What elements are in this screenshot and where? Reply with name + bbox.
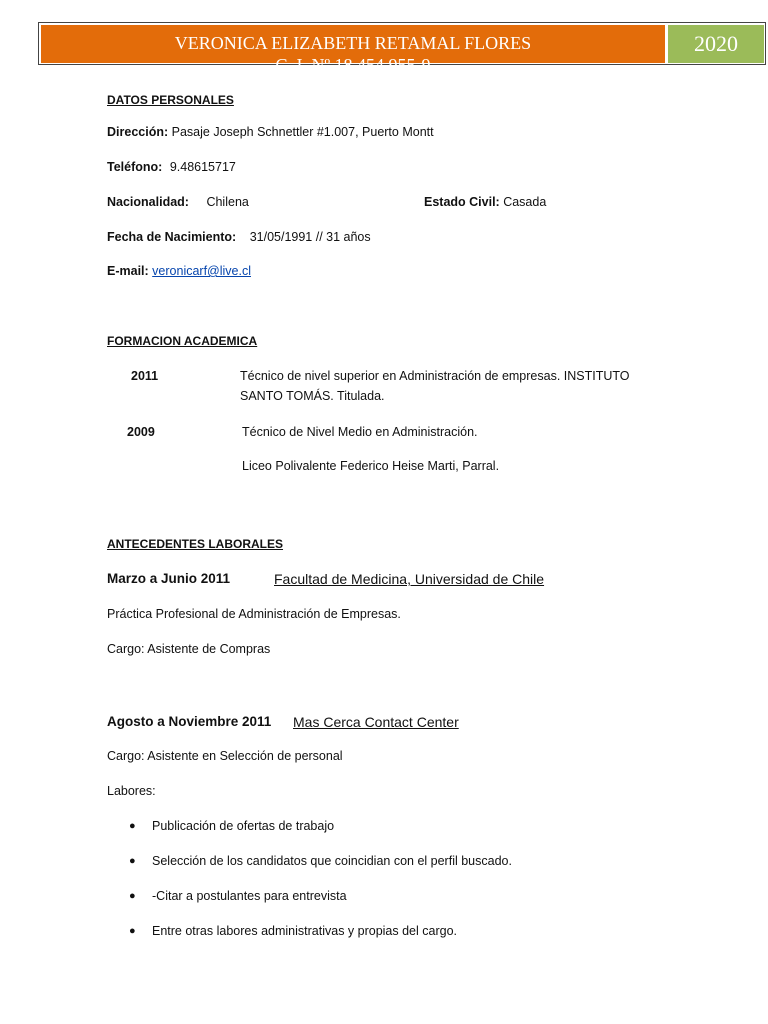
- job-2-labores-label: Labores:: [107, 784, 156, 798]
- candidate-id: C. I. Nº 18.454.955-9: [275, 55, 431, 75]
- header-bar: [38, 22, 766, 75]
- job-2-task-4: Entre otras labores administrativas y propias del cargo.: [152, 924, 458, 938]
- nacimiento-label: Fecha de Nacimiento:: [107, 230, 237, 244]
- header-year: 2020: [668, 25, 764, 63]
- education-desc-1-line2: SANTO TOMÁS. Titulada.: [240, 389, 385, 403]
- telefono-row: [107, 160, 236, 174]
- telefono-value: 9.48615717: [169, 160, 236, 174]
- direccion-value: Pasaje Joseph Schnettler #1.007, Puerto Montt: [171, 125, 434, 139]
- nacionalidad-row: [107, 195, 249, 209]
- email-label: E-mail:: [107, 264, 149, 278]
- telefono-label: Teléfono:: [107, 160, 163, 174]
- bullet-icon: ●: [129, 890, 136, 902]
- education-desc-2-line2: Liceo Polivalente Federico Heise Marti, Parral.: [242, 459, 500, 473]
- job-2-cargo: Cargo: Asistente en Selección de personal: [107, 749, 343, 763]
- job-2-task-1: Publicación de ofertas de trabajo: [152, 819, 335, 833]
- section-title-education: FORMACION ACADEMICA: [107, 334, 258, 348]
- bullet-icon: ●: [129, 820, 136, 832]
- direccion-row: [107, 125, 434, 139]
- nacionalidad-value: Chilena: [206, 195, 249, 209]
- email-link[interactable]: veronicarf@live.cl: [152, 264, 251, 278]
- education-year-2: 2009: [127, 425, 155, 439]
- job-1-description: Práctica Profesional de Administración de Empresas.: [107, 607, 401, 621]
- education-year-1: 2011: [131, 369, 159, 383]
- section-title-work: ANTECEDENTES LABORALES: [107, 537, 284, 551]
- job-2-period: Agosto a Noviembre 2011: [107, 714, 272, 729]
- job-2-organization: Mas Cerca Contact Center: [293, 714, 459, 730]
- nacimiento-value: 31/05/1991 // 31 años: [249, 230, 371, 244]
- section-title-personal: DATOS PERSONALES: [107, 93, 234, 107]
- estado-civil-label: Estado Civil:: [424, 195, 500, 209]
- job-1-organization: Facultad de Medicina, Universidad de Chile: [274, 571, 545, 587]
- bullet-icon: ●: [129, 925, 136, 937]
- job-2-task-2: Selección de los candidatos que coincidian con el perfil buscado.: [152, 854, 512, 868]
- estado-civil-row: [424, 195, 546, 209]
- job-1-period: Marzo a Junio 2011: [107, 571, 231, 586]
- education-desc-1-line1: Técnico de nivel superior en Administración de empresas. INSTITUTO: [240, 369, 630, 383]
- nacimiento-row: [107, 230, 371, 244]
- education-desc-2-line1: Técnico de Nivel Medio en Administración.: [242, 425, 478, 439]
- candidate-name: VERONICA ELIZABETH RETAMAL FLORES: [174, 33, 532, 53]
- nacionalidad-label: Nacionalidad:: [107, 195, 189, 209]
- email-row: [107, 264, 251, 278]
- job-2-task-3: -Citar a postulantes para entrevista: [152, 889, 347, 903]
- bullet-icon: ●: [129, 855, 136, 867]
- estado-civil-value: Casada: [503, 195, 547, 209]
- header-name-box: [41, 25, 665, 75]
- job-1-cargo: Cargo: Asistente de Compras: [107, 642, 271, 656]
- direccion-label: Dirección:: [107, 125, 169, 139]
